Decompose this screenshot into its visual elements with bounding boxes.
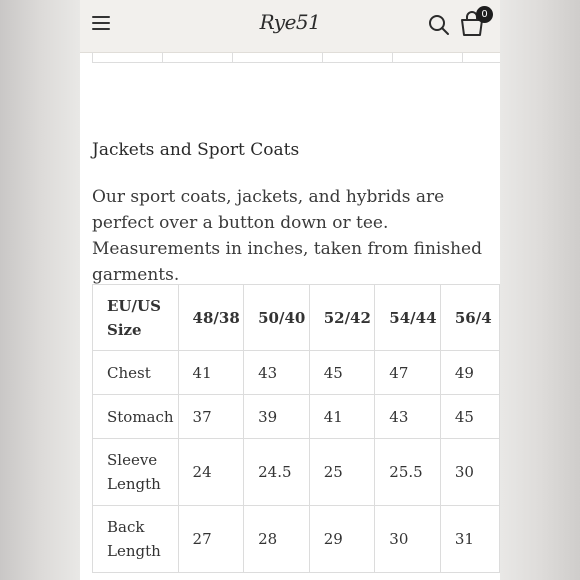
table-cell: 25 <box>309 439 375 506</box>
row-label: Stomach <box>93 395 179 439</box>
table-cell: 43 <box>244 351 310 395</box>
table-header-label: EU/US Size <box>93 285 179 351</box>
table-cell: 24.5 <box>244 439 310 506</box>
table-cell: 28 <box>244 506 310 573</box>
table-cell: 31 <box>440 506 499 573</box>
table-cell: 29 <box>309 506 375 573</box>
table-cell: 41 <box>178 351 244 395</box>
table-cell: 27 <box>178 506 244 573</box>
size-header: 54/44 <box>375 285 441 351</box>
table-row <box>93 351 500 395</box>
table-row <box>93 395 500 439</box>
size-chart-table <box>92 284 500 573</box>
table-cell: 39 <box>244 395 310 439</box>
table-row <box>93 506 500 573</box>
table-cell: 43 <box>375 395 441 439</box>
size-header: 50/40 <box>244 285 310 351</box>
previous-table-edge <box>92 52 500 63</box>
brand-logo[interactable]: Rye51 <box>259 10 321 34</box>
table-cell: 45 <box>440 395 499 439</box>
table-cell: 25.5 <box>375 439 441 506</box>
table-cell: 30 <box>375 506 441 573</box>
table-cell: 41 <box>309 395 375 439</box>
table-cell: 45 <box>309 351 375 395</box>
table-row <box>93 439 500 506</box>
row-label: Chest <box>93 351 179 395</box>
section-intro: Our sport coats, jackets, and hybrids are perfect over a button down or tee. Measurements in inches, taken from finished garments. <box>92 187 482 285</box>
table-cell: 24 <box>178 439 244 506</box>
site-header <box>80 0 500 53</box>
table-header-row <box>93 285 500 351</box>
table-cell: 37 <box>178 395 244 439</box>
size-header: 48/38 <box>178 285 244 351</box>
size-header: 56/4 <box>440 285 499 351</box>
cart-count-badge[interactable]: 0 <box>476 6 493 23</box>
table-cell: 47 <box>375 351 441 395</box>
table-cell: 49 <box>440 351 499 395</box>
mobile-page <box>80 0 500 580</box>
table-cell: 30 <box>440 439 499 506</box>
row-label: Back Length <box>93 506 179 573</box>
search-icon[interactable] <box>428 14 450 36</box>
row-label: Sleeve Length <box>93 439 179 506</box>
size-header: 52/42 <box>309 285 375 351</box>
section-title: Jackets and Sport Coats <box>92 140 300 160</box>
